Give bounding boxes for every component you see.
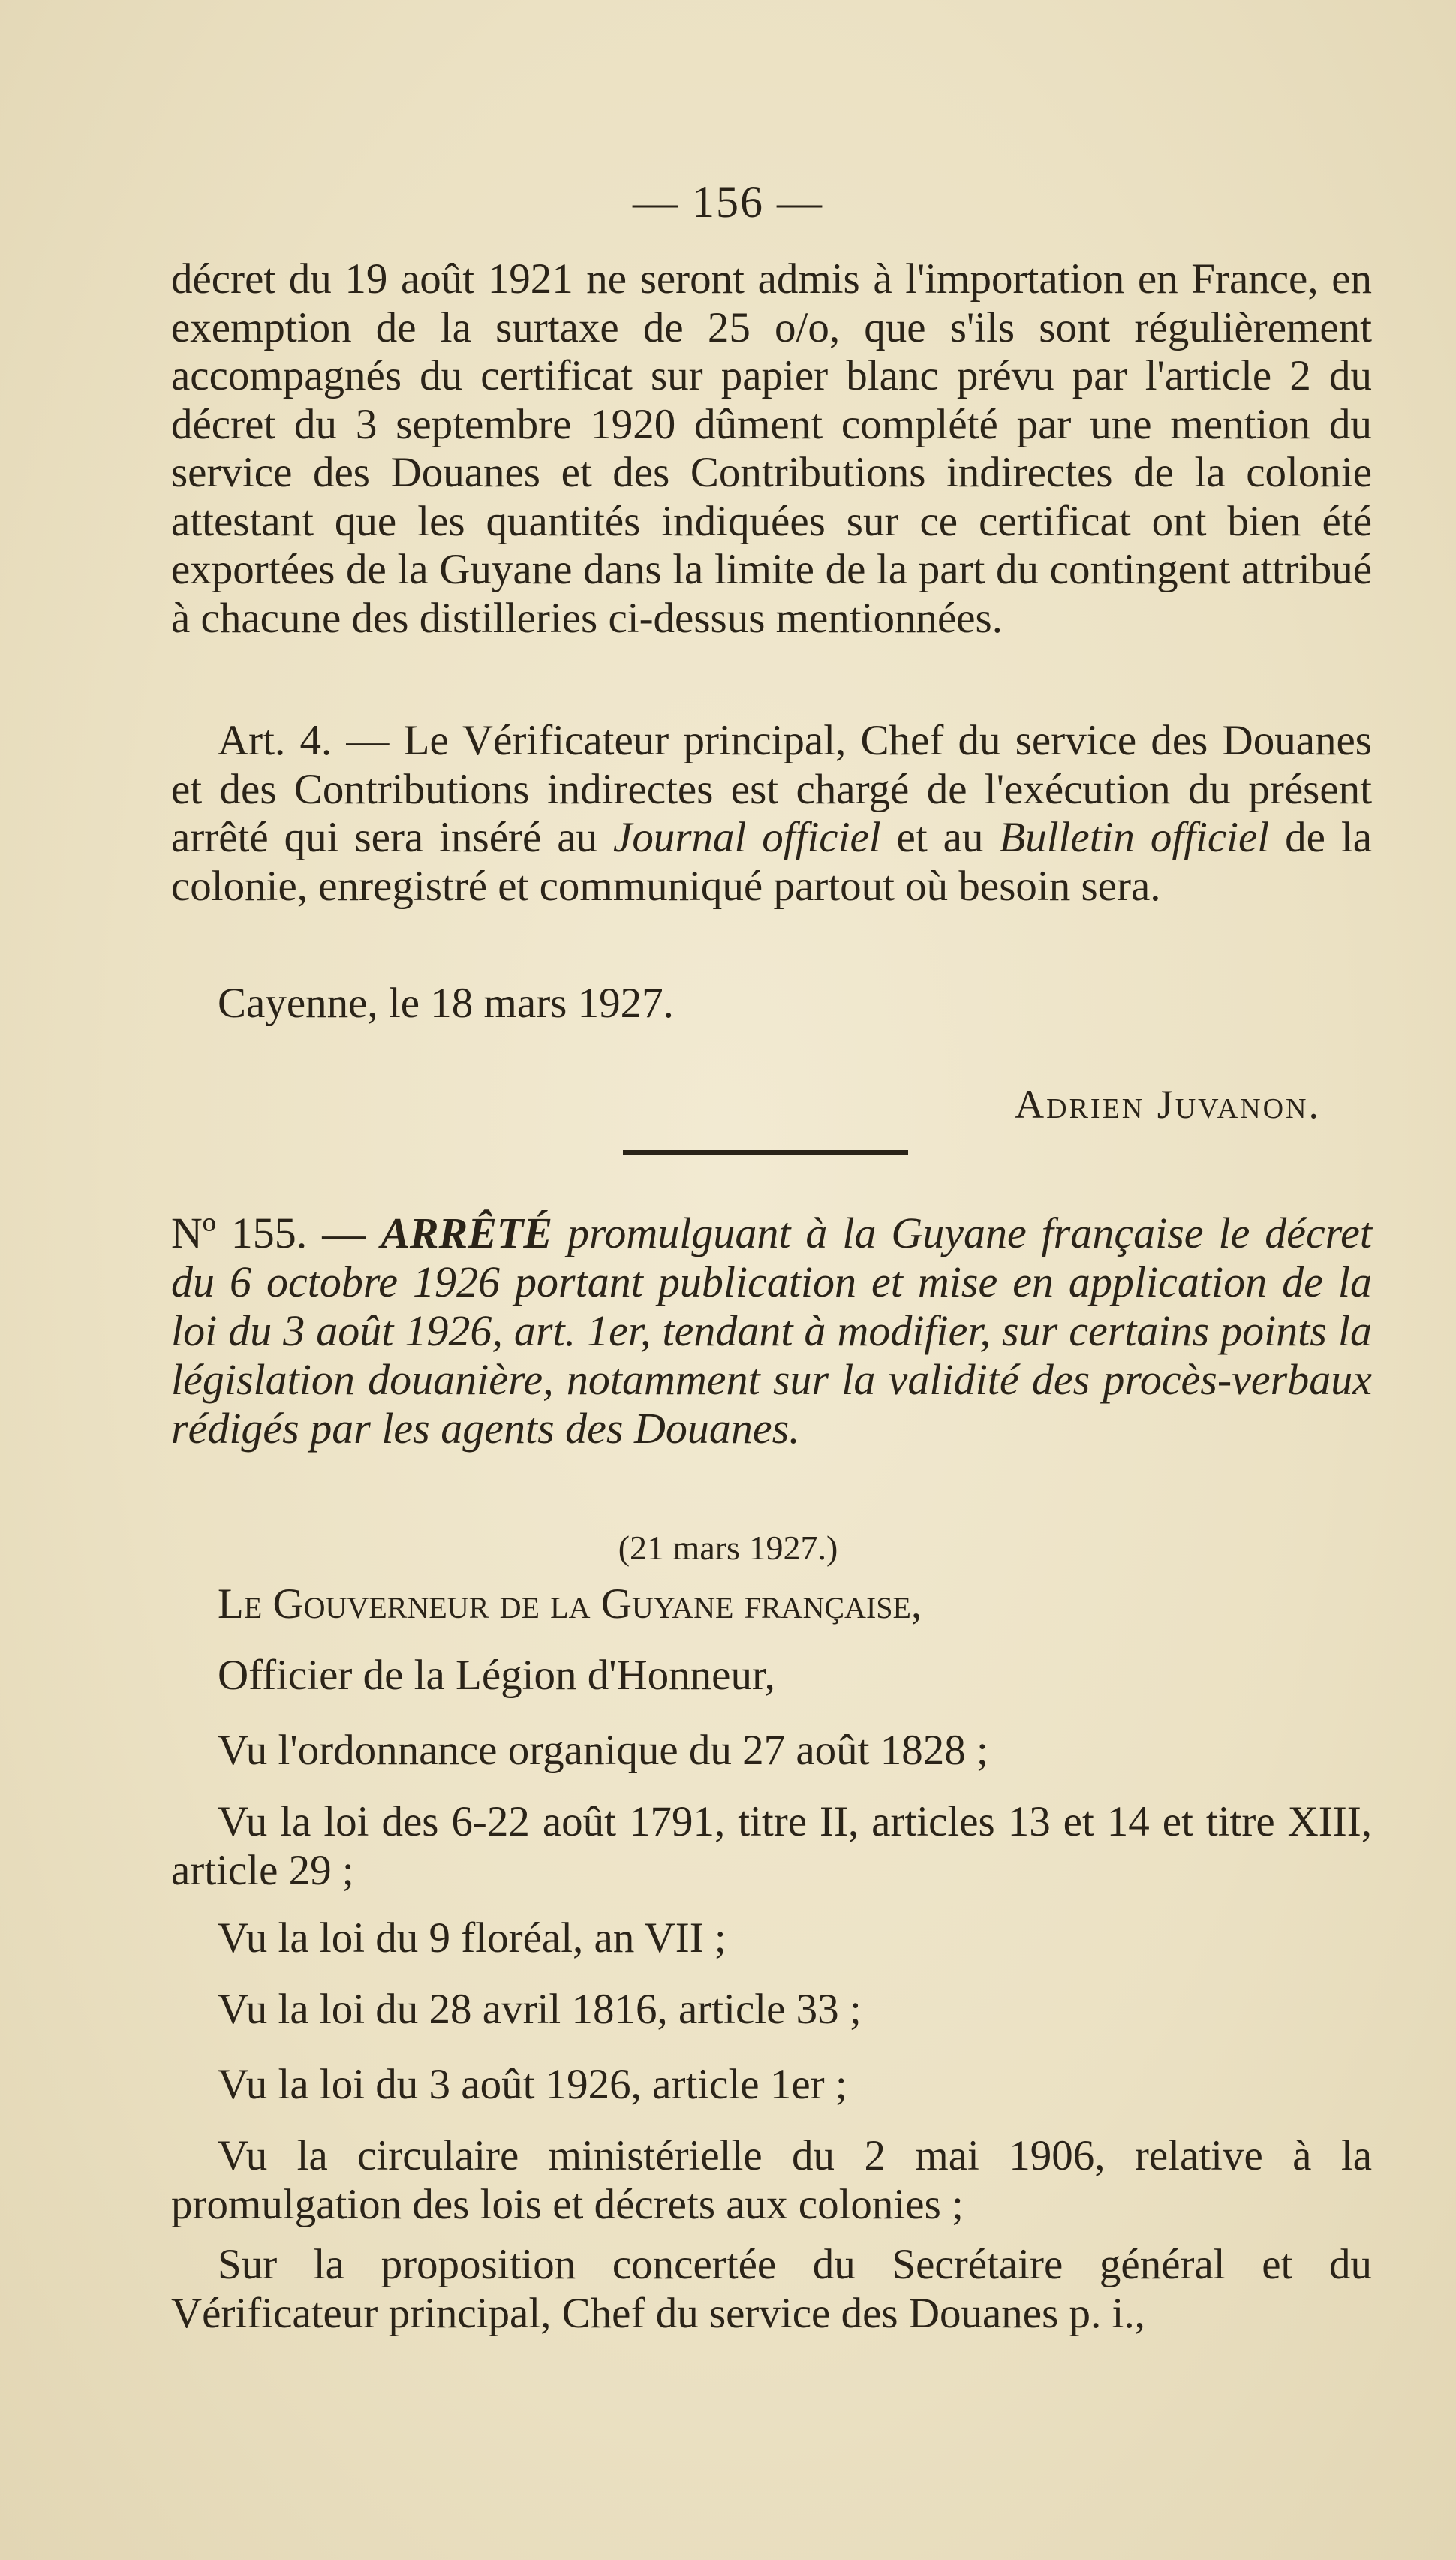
vu-line: Vu la loi du 9 floréal, an VII ; xyxy=(218,1914,726,1962)
vu-line: Vu l'ordonnance organique du 27 août 1828 ; xyxy=(218,1727,988,1774)
notice-arrete-label: ARRÊTÉ xyxy=(381,1209,553,1257)
notice-dash: — xyxy=(307,1209,381,1257)
place-date-line: Cayenne, le 18 mars 1927. xyxy=(218,980,674,1027)
page-number: — 156 — xyxy=(633,177,823,227)
officer-line: Officier de la Légion d'Honneur, xyxy=(218,1652,775,1699)
proposition-line: Sur la proposition concertée du Secrétaire général et du Vérificateur principal, Chef du service des Douanes p. i., xyxy=(171,2241,1372,2337)
article-4-text-c: de la colonie, enregistré et communiqué partout où besoin sera. xyxy=(171,814,1372,910)
separator-rule xyxy=(623,1150,908,1155)
bulletin-officiel-title: Bulletin officiel xyxy=(999,814,1270,861)
vu-line: Vu la loi du 28 avril 1816, article 33 ; xyxy=(218,1986,862,2033)
vu-line: Vu la loi du 3 août 1926, article 1er ; xyxy=(218,2061,847,2108)
article-4-text-b: et au xyxy=(880,814,1000,861)
governor-line: Le Gouverneur de la Guyane française, xyxy=(218,1580,922,1628)
vu-line: Vu la circulaire ministérielle du 2 mai 1906, relative à la promulgation des lois et décrets aux colonies ; xyxy=(171,2132,1372,2228)
vu-line: Vu la loi des 6-22 août 1791, titre II, articles 13 et 14 et titre XIII, article 29 ; xyxy=(171,1798,1372,1894)
paragraph-continuation: décret du 19 août 1921 ne seront admis à l'importation en France, en exemption de la surtaxe de 25 o/o, que s'ils sont régulièrement accompagnés du certificat sur papier blanc prévu par l'article 2 du décret du 3 septembre 1920 dûment complété par une mention du service des Douanes et des Contributions indirectes de la colonie attestant que les quantités indiquées sur ce certificat ont bien été exportées de la Guyane dans la limite de la part du contingent attribué à chacune des distilleries ci-dessus mentionnées. xyxy=(171,255,1372,642)
notice-number: Nº 155. xyxy=(171,1209,308,1257)
signature: Adrien Juvanon. xyxy=(1015,1082,1321,1127)
article-4-label: Art. 4. xyxy=(218,717,332,764)
notice-date: (21 mars 1927.) xyxy=(618,1528,838,1567)
article-4-paragraph xyxy=(171,717,1372,911)
notice-title: promulguant à la Guyane française le décret du 6 octobre 1926 portant publication et mise en application de la loi du 3 août 1926, art. 1er, tendant à modifier, sur certains points la législation douanière, notamment sur la validité des procès-verbaux rédigés par les agents des Douanes. xyxy=(171,1209,1372,1453)
article-4-text-a: — Le Vérificateur principal, Chef du service des Douanes et des Contributions indirectes est chargé de l'exécution du présent arrêté qui sera inséré au xyxy=(171,717,1372,861)
notice-heading xyxy=(171,1209,1372,1453)
journal-officiel-title: Journal officiel xyxy=(613,814,881,861)
